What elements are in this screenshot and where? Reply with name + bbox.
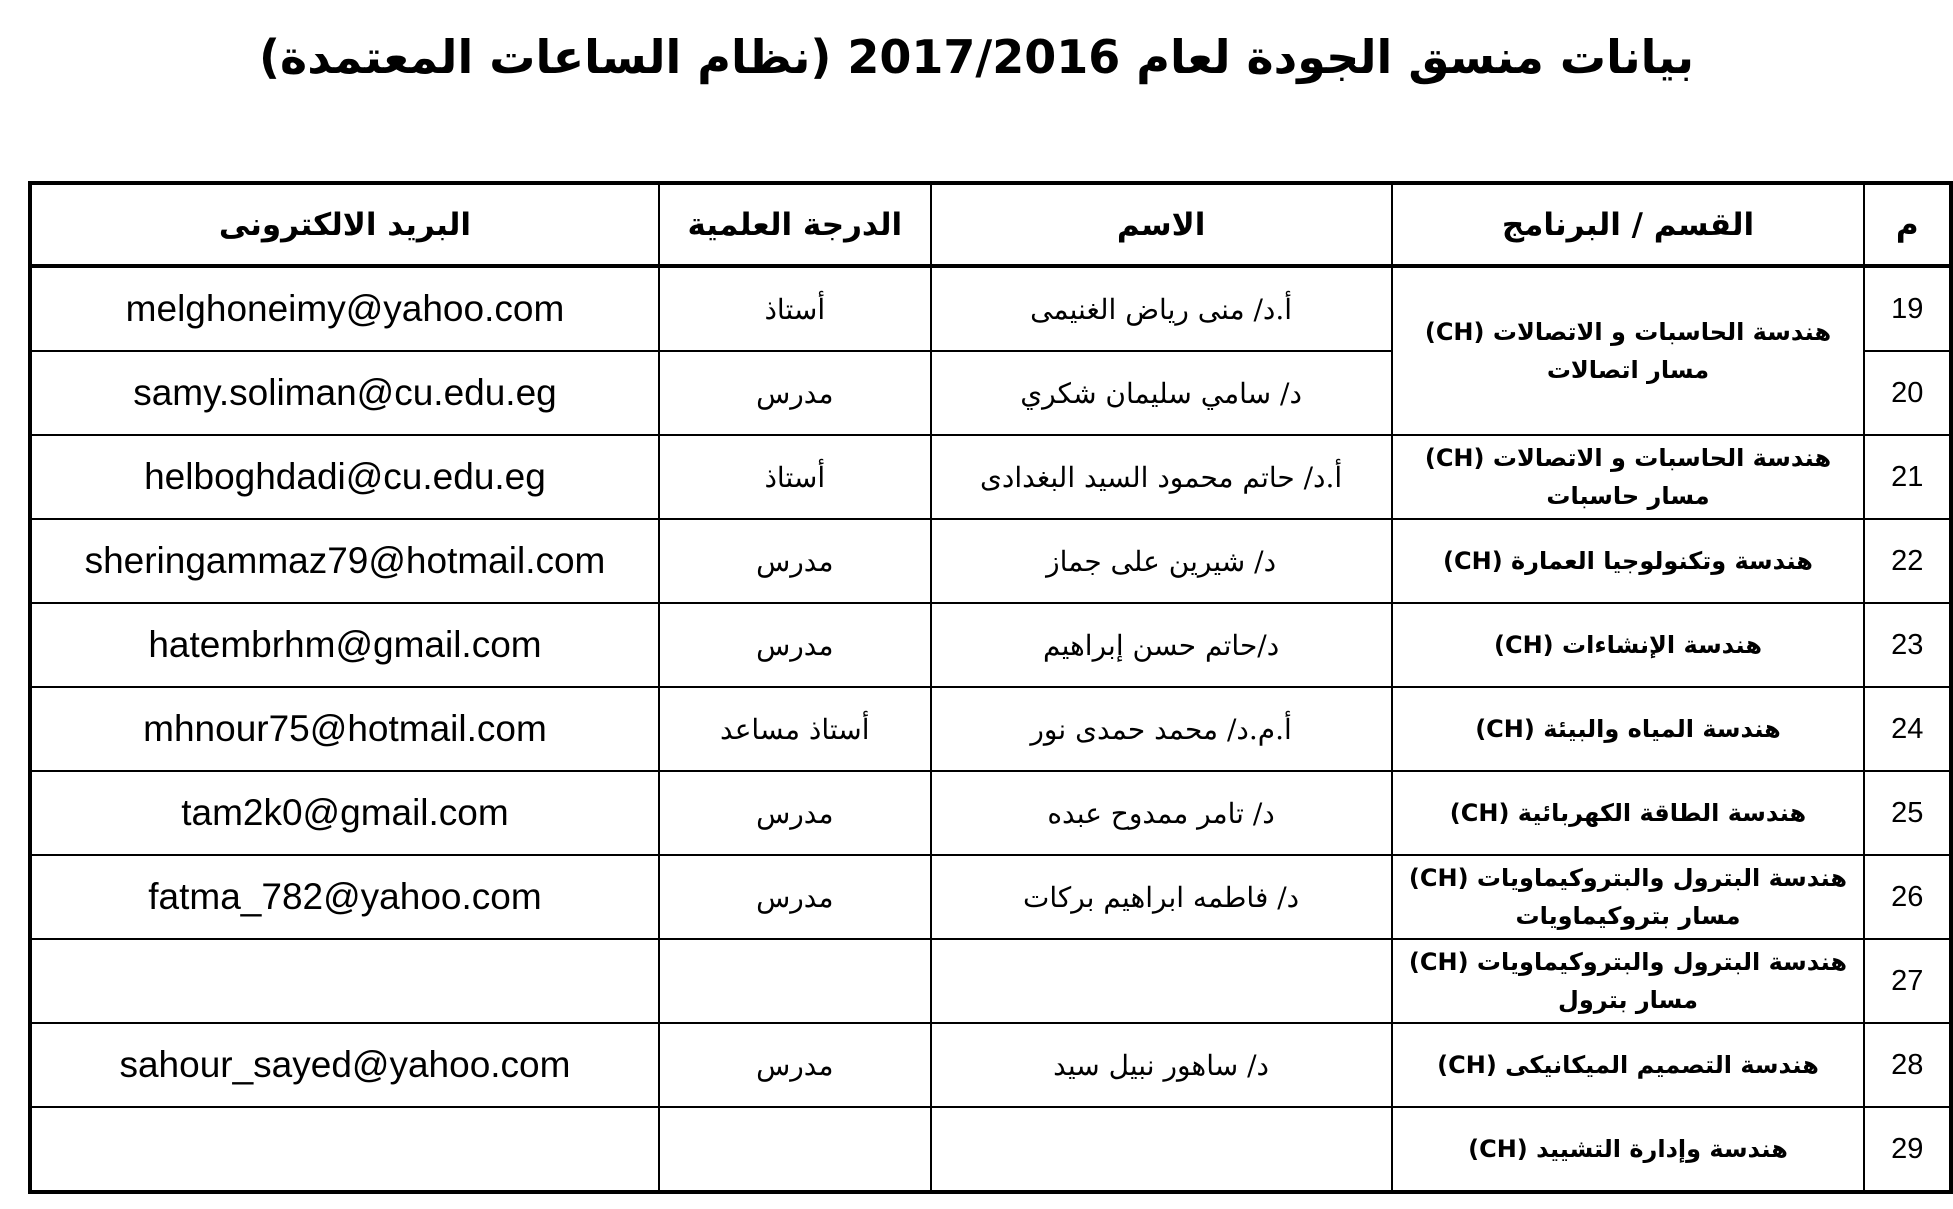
header-degree: الدرجة العلمية (659, 183, 931, 266)
coordinator-name: د/ تامر ممدوح عبده (931, 771, 1392, 855)
academic-degree: أستاذ (659, 266, 931, 351)
department-name: هندسة وتكنولوجيا العمارة (CH) (1443, 547, 1813, 575)
header-row (30, 183, 1951, 266)
coordinators-table (28, 181, 1953, 1194)
department-name: هندسة المياه والبيئة (CH) (1475, 715, 1781, 743)
academic-degree: مدرس (659, 351, 931, 435)
department-track: مسار اتصالات (1546, 356, 1710, 384)
row-number: 25 (1864, 771, 1951, 855)
header-department: القسم / البرنامج (1392, 183, 1865, 266)
coordinator-name: د/ فاطمه ابراهيم بركات (931, 855, 1392, 939)
academic-degree: مدرس (659, 519, 931, 603)
row-number: 29 (1864, 1107, 1951, 1192)
email-address: fatma_782@yahoo.com (30, 855, 659, 939)
coordinator-name: د/ ساهور نبيل سيد (931, 1023, 1392, 1107)
row-number: 27 (1864, 939, 1951, 1023)
table-row (30, 519, 1951, 603)
academic-degree (659, 939, 931, 1023)
department-track: مسار بتروكيماويات (1515, 902, 1741, 930)
row-number: 22 (1864, 519, 1951, 603)
department-cell (1392, 855, 1865, 939)
department-name: هندسة الإنشاءات (CH) (1494, 631, 1762, 659)
academic-degree: مدرس (659, 771, 931, 855)
department-name: هندسة الطاقة الكهربائية (CH) (1449, 799, 1807, 827)
email-address: mhnour75@hotmail.com (30, 687, 659, 771)
academic-degree: أستاذ (659, 435, 931, 519)
row-number: 20 (1864, 351, 1951, 435)
table-row (30, 1107, 1951, 1192)
department-cell (1392, 603, 1865, 687)
row-number: 28 (1864, 1023, 1951, 1107)
coordinator-name: د/ شيرين على جماز (931, 519, 1392, 603)
academic-degree: مدرس (659, 603, 931, 687)
department-name: هندسة الحاسبات و الاتصالات (CH) (1424, 444, 1832, 472)
coordinator-name (931, 939, 1392, 1023)
department-name: هندسة التصميم الميكانيكى (CH) (1437, 1051, 1819, 1079)
academic-degree: مدرس (659, 1023, 931, 1107)
table-row (30, 939, 1951, 1023)
coordinator-name (931, 1107, 1392, 1192)
department-name: هندسة وإدارة التشييد (CH) (1468, 1135, 1788, 1163)
coordinator-name: أ.د/ منى رياض الغنيمى (931, 266, 1392, 351)
department-track: مسار بترول (1558, 986, 1698, 1014)
department-cell (1392, 435, 1865, 519)
department-name: هندسة البترول والبتروكيماويات (CH) (1408, 948, 1848, 976)
email-address: samy.soliman@cu.edu.eg (30, 351, 659, 435)
academic-degree (659, 1107, 931, 1192)
department-track: مسار حاسبات (1546, 482, 1710, 510)
email-address: sheringammaz79@hotmail.com (30, 519, 659, 603)
department-name: هندسة البترول والبتروكيماويات (CH) (1408, 864, 1848, 892)
row-number: 26 (1864, 855, 1951, 939)
department-cell (1392, 771, 1865, 855)
department-cell (1392, 266, 1865, 435)
department-cell (1392, 939, 1865, 1023)
email-address (30, 1107, 659, 1192)
academic-degree: مدرس (659, 855, 931, 939)
header-name: الاسم (931, 183, 1392, 266)
email-address: helboghdadi@cu.edu.eg (30, 435, 659, 519)
table-row (30, 1023, 1951, 1107)
header-number: م (1864, 183, 1951, 266)
department-name: هندسة الحاسبات و الاتصالات (CH) (1424, 318, 1832, 346)
page-title: بيانات منسق الجودة لعام 2017/2016 (نظام الساعات المعتمدة) (259, 30, 1694, 84)
table-row (30, 687, 1951, 771)
table-row (30, 603, 1951, 687)
table-row (30, 435, 1951, 519)
coordinator-name: أ.م.د/ محمد حمدى نور (931, 687, 1392, 771)
email-address: hatembrhm@gmail.com (30, 603, 659, 687)
header-email: البريد الالكترونى (30, 183, 659, 266)
email-address: sahour_sayed@yahoo.com (30, 1023, 659, 1107)
academic-degree: أستاذ مساعد (659, 687, 931, 771)
coordinator-name: د/ سامي سليمان شكري (931, 351, 1392, 435)
table-row (30, 266, 1951, 351)
row-number: 23 (1864, 603, 1951, 687)
department-cell (1392, 1107, 1865, 1192)
coordinator-name: د/حاتم حسن إبراهيم (931, 603, 1392, 687)
email-address: tam2k0@gmail.com (30, 771, 659, 855)
department-cell (1392, 1023, 1865, 1107)
row-number: 21 (1864, 435, 1951, 519)
table-row (30, 855, 1951, 939)
row-number: 24 (1864, 687, 1951, 771)
row-number: 19 (1864, 266, 1951, 351)
department-cell (1392, 687, 1865, 771)
table-row (30, 771, 1951, 855)
department-cell (1392, 519, 1865, 603)
coordinator-name: أ.د/ حاتم محمود السيد البغدادى (931, 435, 1392, 519)
email-address (30, 939, 659, 1023)
email-address: melghoneimy@yahoo.com (30, 266, 659, 351)
